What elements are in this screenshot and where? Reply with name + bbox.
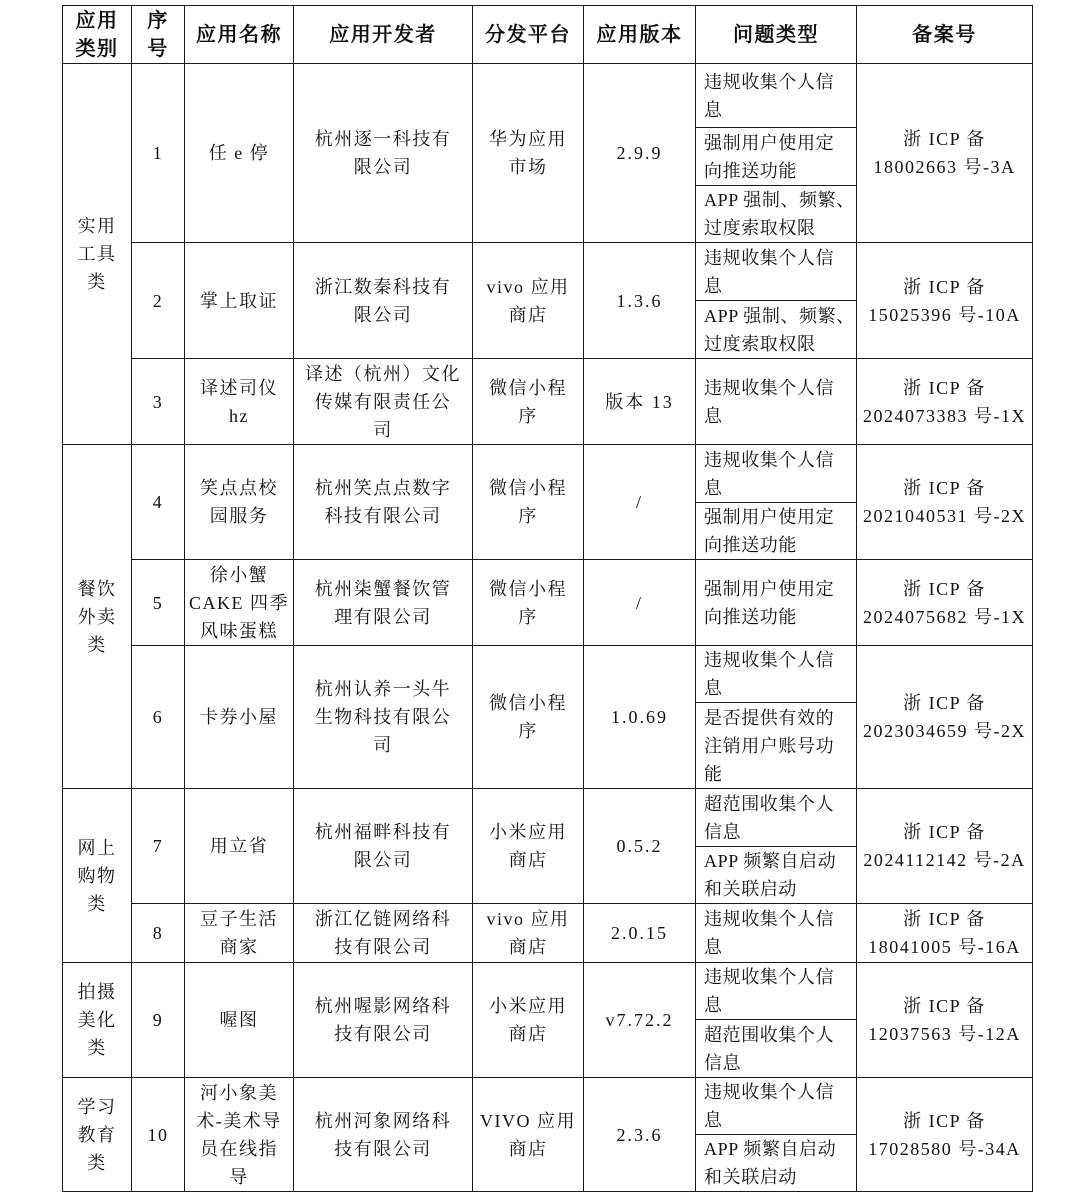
table-header-row — [63, 6, 1033, 64]
problem-type-cell: 违规收集个人信 息 — [696, 963, 857, 1020]
app-no-cell: 4 — [132, 445, 185, 560]
app-name-cell: 笑点点校 园服务 — [185, 445, 294, 560]
category-cell: 实用 工具 类 — [63, 64, 132, 445]
table-row — [63, 904, 1033, 963]
table-row — [63, 1078, 1033, 1135]
app-no-cell: 7 — [132, 789, 185, 904]
version-cell: / — [584, 560, 696, 646]
problem-type-cell: 违规收集个人信 息 — [696, 64, 857, 128]
icp-cell: 浙 ICP 备 18002663 号-3A — [857, 64, 1033, 243]
version-cell: 1.0.69 — [584, 646, 696, 789]
header-developer: 应用开发者 — [294, 6, 473, 64]
developer-cell: 译述（杭州）文化 传媒有限责任公 司 — [294, 359, 473, 445]
app-no-cell: 5 — [132, 560, 185, 646]
problem-type-cell: 违规收集个人信 息 — [696, 904, 857, 963]
table-row — [63, 64, 1033, 128]
problem-type-cell: 强制用户使用定 向推送功能 — [696, 128, 857, 186]
platform-cell: 微信小程 序 — [473, 560, 584, 646]
app-no-cell: 8 — [132, 904, 185, 963]
platform-cell: vivo 应用 商店 — [473, 243, 584, 359]
icp-cell: 浙 ICP 备 2023034659 号-2X — [857, 646, 1033, 789]
table-row — [63, 243, 1033, 301]
app-name-cell: 喔图 — [185, 963, 294, 1078]
problem-type-cell: 违规收集个人信 息 — [696, 1078, 857, 1135]
version-cell: 2.9.9 — [584, 64, 696, 243]
app-no-cell: 6 — [132, 646, 185, 789]
app-name-cell: 豆子生活 商家 — [185, 904, 294, 963]
header-version: 应用版本 — [584, 6, 696, 64]
developer-cell: 杭州逐一科技有 限公司 — [294, 64, 473, 243]
developer-cell: 浙江亿链网络科 技有限公司 — [294, 904, 473, 963]
version-cell: 1.3.6 — [584, 243, 696, 359]
app-no-cell: 3 — [132, 359, 185, 445]
problem-type-cell: 违规收集个人信 息 — [696, 646, 857, 703]
developer-cell: 杭州河象网络科 技有限公司 — [294, 1078, 473, 1192]
icp-cell: 浙 ICP 备 12037563 号-12A — [857, 963, 1033, 1078]
problem-type-cell: APP 强制、频繁、 过度索取权限 — [696, 186, 857, 243]
version-cell: 2.3.6 — [584, 1078, 696, 1192]
icp-cell: 浙 ICP 备 2021040531 号-2X — [857, 445, 1033, 560]
problem-type-cell: 超范围收集个人 信息 — [696, 789, 857, 847]
platform-cell: 微信小程 序 — [473, 646, 584, 789]
version-cell: 版本 13 — [584, 359, 696, 445]
app-name-cell: 河小象美 术-美术导 员在线指 导 — [185, 1078, 294, 1192]
app-issues-table — [62, 5, 1033, 1192]
app-name-cell: 译述司仪 hz — [185, 359, 294, 445]
table-row — [63, 560, 1033, 646]
app-no-cell: 10 — [132, 1078, 185, 1192]
icp-cell: 浙 ICP 备 17028580 号-34A — [857, 1078, 1033, 1192]
developer-cell: 杭州认养一头牛 生物科技有限公 司 — [294, 646, 473, 789]
version-cell: 2.0.15 — [584, 904, 696, 963]
problem-type-cell: APP 频繁自启动 和关联启动 — [696, 847, 857, 904]
problem-type-cell: 违规收集个人信 息 — [696, 359, 857, 445]
problem-type-cell: 违规收集个人信 息 — [696, 445, 857, 503]
category-cell: 拍摄 美化 类 — [63, 963, 132, 1078]
problem-type-cell: 违规收集个人信 息 — [696, 243, 857, 301]
app-name-cell: 徐小蟹 CAKE 四季 风味蛋糕 — [185, 560, 294, 646]
header-name: 应用名称 — [185, 6, 294, 64]
problem-type-cell: APP 频繁自启动 和关联启动 — [696, 1135, 857, 1192]
platform-cell: 微信小程 序 — [473, 445, 584, 560]
version-cell: 0.5.2 — [584, 789, 696, 904]
icp-cell: 浙 ICP 备 2024075682 号-1X — [857, 560, 1033, 646]
developer-cell: 杭州笑点点数字 科技有限公司 — [294, 445, 473, 560]
header-icp: 备案号 — [857, 6, 1033, 64]
icp-cell: 浙 ICP 备 2024073383 号-1X — [857, 359, 1033, 445]
table-row — [63, 445, 1033, 503]
table-row — [63, 359, 1033, 445]
icp-cell: 浙 ICP 备 18041005 号-16A — [857, 904, 1033, 963]
header-no: 序 号 — [132, 6, 185, 64]
problem-type-cell: 超范围收集个人 信息 — [696, 1020, 857, 1078]
app-no-cell: 1 — [132, 64, 185, 243]
developer-cell: 浙江数秦科技有 限公司 — [294, 243, 473, 359]
platform-cell: 小米应用 商店 — [473, 963, 584, 1078]
platform-cell: 华为应用 市场 — [473, 64, 584, 243]
table-row — [63, 646, 1033, 703]
problem-type-cell: APP 强制、频繁、 过度索取权限 — [696, 301, 857, 359]
header-category: 应用 类别 — [63, 6, 132, 64]
header-problem-type: 问题类型 — [696, 6, 857, 64]
table-row — [63, 963, 1033, 1020]
icp-cell: 浙 ICP 备 15025396 号-10A — [857, 243, 1033, 359]
version-cell: / — [584, 445, 696, 560]
developer-cell: 杭州柒蟹餐饮管 理有限公司 — [294, 560, 473, 646]
app-name-cell: 用立省 — [185, 789, 294, 904]
header-platform: 分发平台 — [473, 6, 584, 64]
platform-cell: vivo 应用 商店 — [473, 904, 584, 963]
category-cell: 网上 购物 类 — [63, 789, 132, 963]
app-name-cell: 卡券小屋 — [185, 646, 294, 789]
app-no-cell: 9 — [132, 963, 185, 1078]
icp-cell: 浙 ICP 备 2024112142 号-2A — [857, 789, 1033, 904]
platform-cell: 微信小程 序 — [473, 359, 584, 445]
table-row — [63, 789, 1033, 847]
version-cell: v7.72.2 — [584, 963, 696, 1078]
category-cell: 学习 教育 类 — [63, 1078, 132, 1192]
app-name-cell: 掌上取证 — [185, 243, 294, 359]
app-name-cell: 任 e 停 — [185, 64, 294, 243]
problem-type-cell: 强制用户使用定 向推送功能 — [696, 560, 857, 646]
platform-cell: 小米应用 商店 — [473, 789, 584, 904]
developer-cell: 杭州福畔科技有 限公司 — [294, 789, 473, 904]
category-cell: 餐饮 外卖 类 — [63, 445, 132, 789]
problem-type-cell: 强制用户使用定 向推送功能 — [696, 503, 857, 560]
platform-cell: VIVO 应用 商店 — [473, 1078, 584, 1192]
developer-cell: 杭州喔影网络科 技有限公司 — [294, 963, 473, 1078]
app-no-cell: 2 — [132, 243, 185, 359]
problem-type-cell: 是否提供有效的 注销用户账号功 能 — [696, 703, 857, 789]
